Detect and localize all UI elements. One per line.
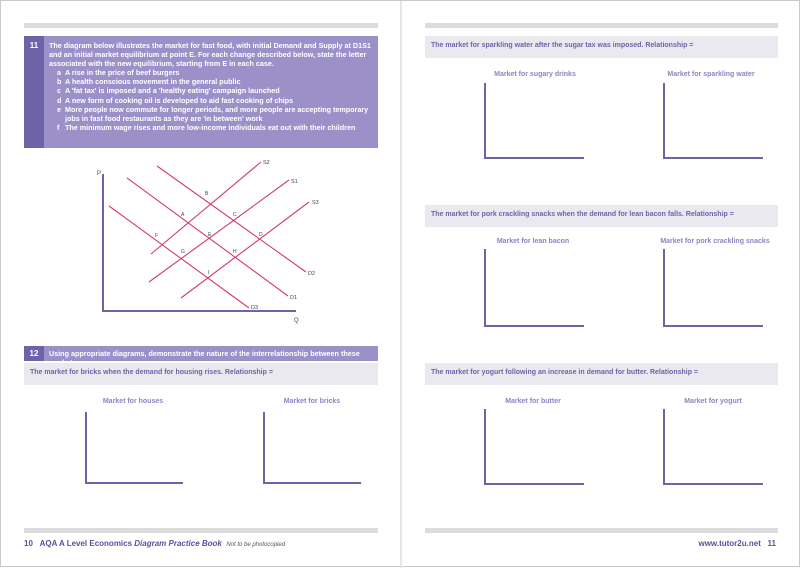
supply-curve-s1 <box>149 180 289 282</box>
point-h: H <box>233 249 237 255</box>
list-item: d A new form of cooking oil is developed to aid fast cooking of chips <box>57 95 294 105</box>
point-e: E <box>208 232 212 238</box>
blank-axes-butter[interactable] <box>484 409 584 485</box>
blank-axes-lean-bacon[interactable] <box>484 249 584 327</box>
point-a: A <box>181 212 185 218</box>
book-title: AQA A Level Economics <box>39 539 133 548</box>
question-text: Using appropriate diagrams, demonstrate the nature of the interrelationship between these <box>49 349 360 358</box>
footer-right <box>698 539 776 548</box>
label-s1: S1 <box>291 179 298 185</box>
blank-axes-bricks[interactable] <box>263 412 361 484</box>
blank-axes-sugary-drinks[interactable] <box>484 83 584 159</box>
label-market-bricks: Market for bricks <box>283 398 341 405</box>
list-item: c A 'fat tax' is imposed and a 'healthy eating' campaign launched <box>57 86 280 96</box>
label-market-butter: Market for butter <box>505 398 561 405</box>
section-bricks-title: The market for bricks when the demand for housing rises. Relationship = <box>24 363 378 385</box>
label-d3: D3 <box>251 305 259 311</box>
demand-curve-d3 <box>109 206 249 308</box>
question-text <box>49 41 374 132</box>
bottom-rule-left <box>24 528 378 533</box>
point-g: G <box>181 249 185 255</box>
question-items <box>49 68 374 132</box>
section-pork-title: The market for pork crackling snacks when the demand for lean bacon falls. Relationship = <box>425 205 778 227</box>
list-item: a A rise in the price of beef burgers <box>57 68 180 78</box>
label-market-lean-bacon: Market for lean bacon <box>496 238 570 245</box>
blank-axes-pork-crackling[interactable] <box>663 249 763 327</box>
list-item: f The minimum wage rises and more low-income individuals eat out with their children <box>57 122 356 132</box>
page-gutter <box>400 1 402 568</box>
top-rule-right <box>425 23 778 28</box>
question-intro: The diagram below illustrates the market for fast food, with initial Demand and Supply at D1S1 and an initial market equilibrium at point E. For each change described below, state the letter associated with the new equilibrium, starting from E in each case. <box>49 41 371 69</box>
label-market-sparkling-water: Market for sparkling water <box>667 71 755 78</box>
point-i: I <box>208 270 210 276</box>
label-market-pork-crackling: Market for pork crackling snacks <box>660 238 770 245</box>
list-item: e More people now commute for longer periods, and more people are accepting temporary jobs in fast food restaurants as they are 'in between' work <box>57 104 369 123</box>
question-12-bar <box>24 346 378 361</box>
demand-curve-d2 <box>157 166 306 272</box>
label-market-yogurt: Market for yogurt <box>684 398 742 405</box>
label-d2: D2 <box>308 271 316 277</box>
x-axis-label: Q <box>294 318 299 324</box>
website-link[interactable]: www.tutor2u.net <box>698 539 761 548</box>
point-f: F <box>155 233 159 239</box>
footer-left <box>24 539 285 548</box>
bottom-rule-right <box>425 528 778 533</box>
section-yogurt-title: The market for yogurt following an increase in demand for butter. Relationship = <box>425 363 778 385</box>
label-d1: D1 <box>290 295 298 301</box>
label-market-sugary-drinks: Market for sugary drinks <box>494 71 576 78</box>
y-axis-label: P <box>97 171 102 177</box>
point-b: B <box>205 191 209 197</box>
blank-axes-houses[interactable] <box>85 412 183 484</box>
point-d: D <box>259 232 263 238</box>
top-rule-left <box>24 23 378 28</box>
list-item: b A health conscious movement in the general public <box>57 77 241 87</box>
book-subtitle: Diagram Practice Book <box>134 539 222 548</box>
question-number: 11 <box>24 36 44 148</box>
page-number-right: 11 <box>767 539 776 548</box>
page-number-left: 10 <box>24 539 33 548</box>
supply-demand-diagram <box>91 156 331 331</box>
copyright-notice: Not to be photocopied <box>226 542 286 548</box>
question-11-box <box>24 36 378 148</box>
blank-axes-yogurt[interactable] <box>663 409 763 485</box>
label-s2: S2 <box>263 160 270 166</box>
section-sparkling-title: The market for sparkling water after the sugar tax was imposed. Relationship = <box>425 36 778 58</box>
supply-curve-s3 <box>181 202 309 298</box>
label-market-houses: Market for houses <box>102 398 164 405</box>
question-number: 12 <box>24 346 44 361</box>
point-c: C <box>233 212 237 218</box>
label-s3: S3 <box>312 200 319 206</box>
blank-axes-sparkling-water[interactable] <box>663 83 763 159</box>
